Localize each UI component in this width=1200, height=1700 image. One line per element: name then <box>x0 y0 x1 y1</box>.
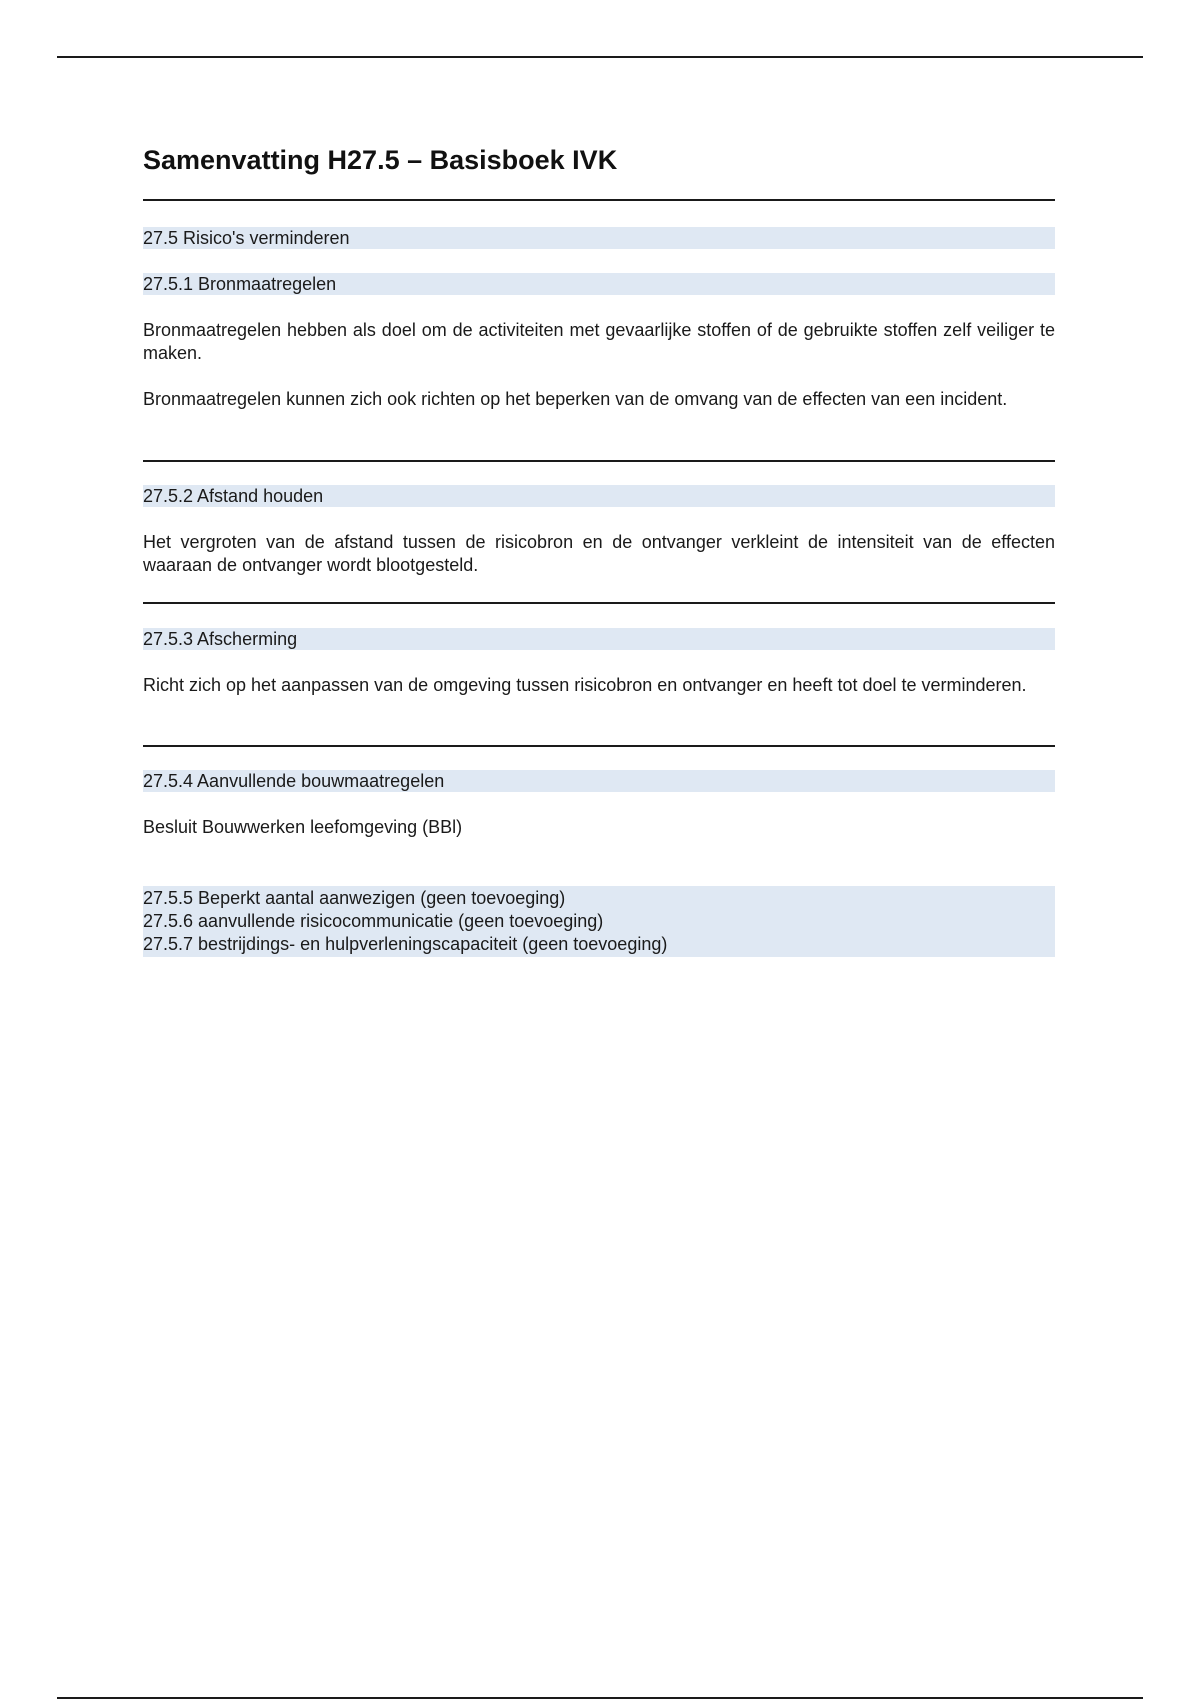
heading-27-5-3: 27.5.3 Afscherming <box>143 628 1055 650</box>
section-divider <box>143 460 1055 462</box>
heading-27-5-6: 27.5.6 aanvullende risicocommunicatie (geen toevoeging) <box>143 911 604 931</box>
section-divider <box>143 602 1055 604</box>
section-divider <box>143 199 1055 201</box>
heading-27-5: 27.5 Risico's verminderen <box>143 227 1055 249</box>
page-header-rule <box>57 56 1143 58</box>
heading-27-5-5: 27.5.5 Beperkt aantal aanwezigen (geen toevoeging) <box>143 888 566 908</box>
heading-27-5-4: 27.5.4 Aanvullende bouwmaatregelen <box>143 770 1055 792</box>
paragraph-27-5-4: Besluit Bouwwerken leefomgeving (BBl) <box>143 817 463 837</box>
paragraph-27-5-2: Het vergroten van de afstand tussen de risicobron en de ontvanger verkleint de intensiteit van de effecten waaraan de ontvanger wordt blootgesteld. <box>143 532 1055 575</box>
paragraph-27-5-1-a: Bronmaatregelen hebben als doel om de activiteiten met gevaarlijke stoffen of de gebruikte stoffen zelf veiliger te maken. <box>143 320 1055 363</box>
heading-27-5-7: 27.5.7 bestrijdings- en hulpverleningscapaciteit (geen toevoeging) <box>143 934 668 954</box>
paragraph-27-5-3: Richt zich op het aanpassen van de omgeving tussen risicobron en ontvanger en heeft tot doel te verminderen. <box>143 675 1027 695</box>
heading-27-5-2: 27.5.2 Afstand houden <box>143 485 1055 507</box>
heading-27-5-1: 27.5.1 Bronmaatregelen <box>143 273 1055 295</box>
section-divider <box>143 745 1055 747</box>
document-title: Samenvatting H27.5 – Basisboek IVK <box>143 145 618 175</box>
paragraph-27-5-1-b: Bronmaatregelen kunnen zich ook richten op het beperken van de omvang van de effecten van een incident. <box>143 389 1008 409</box>
page-footer-rule <box>57 1697 1143 1699</box>
remaining-sections-list <box>143 886 1055 957</box>
